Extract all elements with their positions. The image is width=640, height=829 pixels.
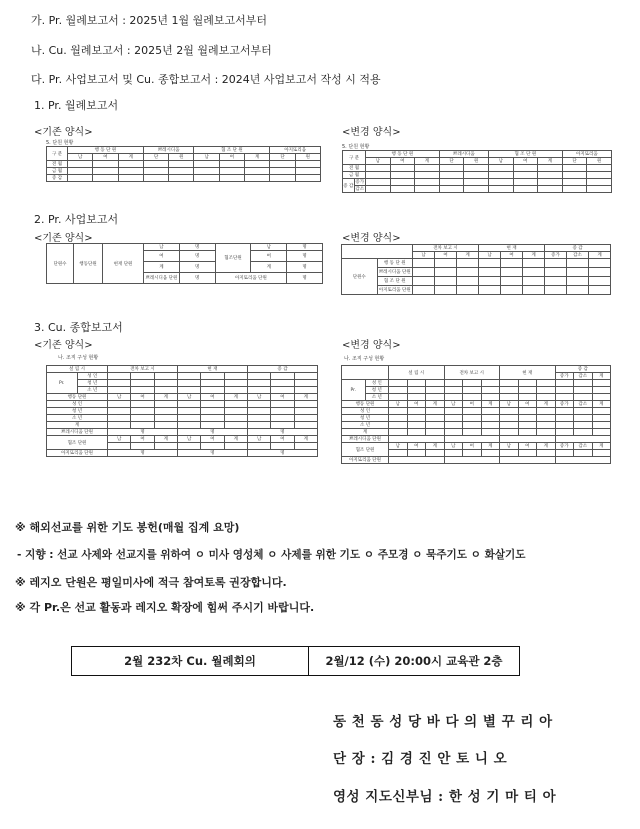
- cell: 증가: [545, 252, 567, 259]
- cell: 계: [426, 443, 445, 450]
- cell: 구 분: [47, 147, 68, 161]
- cell: 계: [592, 373, 611, 380]
- note-intention: - 지향 : 선교 사제와 선교지를 위하여 ㅇ 미사 영성체 ㅇ 사제를 위한 기도 ㅇ 주모경 ㅇ 묵주기도 ㅇ 화살기도: [17, 549, 526, 561]
- cell: 명: [177, 450, 247, 457]
- cell: 명: [287, 262, 323, 273]
- cell: 남: [413, 252, 435, 259]
- cell: 명: [179, 251, 215, 262]
- cell: 협조 단원: [47, 436, 108, 450]
- cell: 계: [245, 154, 270, 161]
- cell: 계: [224, 436, 247, 443]
- cell: 남: [68, 154, 93, 161]
- item-ga: 가. Pr. 월례보고서 : 2025년 1월 월례보고서부터: [31, 14, 268, 27]
- cell: 계: [592, 401, 611, 408]
- item-na: 나. Cu. 월례보고서 : 2025년 2월 월례보고서부터: [31, 44, 272, 57]
- cell: 단원수: [342, 259, 378, 295]
- item-da: 다. Pr. 사업보고서 및 Cu. 종합보고서 : 2024년 사업보고서 작성 시 적용: [31, 73, 381, 86]
- cell: [342, 245, 413, 259]
- cell: 명: [177, 429, 247, 436]
- note-prayer: ※ 해외선교를 위한 기도 봉헌(매월 집계 요망): [15, 521, 240, 534]
- cell: 계: [294, 394, 317, 401]
- cell: 쁘레시디움: [439, 151, 488, 158]
- cell: 쁘레시디움 단원: [342, 436, 389, 443]
- cell: 설 립 시: [389, 366, 445, 380]
- cell: 계: [481, 443, 500, 450]
- cell: 감소: [574, 443, 593, 450]
- cell: 여: [201, 436, 224, 443]
- cell: 여: [435, 252, 457, 259]
- cell: 현재 단원: [103, 244, 144, 284]
- cell: 금 월: [343, 172, 366, 179]
- cell: 남: [177, 394, 200, 401]
- cell: 쁘레시디움 단원: [377, 268, 413, 277]
- cell: 여: [463, 443, 482, 450]
- cell: 남: [366, 158, 391, 165]
- cell: 여: [271, 436, 294, 443]
- cell: 계: [426, 401, 445, 408]
- signature-org: 동 천 동 성 당 바 다 의 별 꾸 리 아: [333, 714, 553, 730]
- cell: 증가: [555, 373, 574, 380]
- cell: 원: [587, 158, 612, 165]
- cell: 증 감: [545, 245, 611, 252]
- cell: 여: [93, 154, 118, 161]
- cell: 명: [287, 273, 323, 284]
- cell: 계: [415, 158, 440, 165]
- cell: 명: [179, 273, 215, 284]
- cell: 남: [444, 401, 463, 408]
- cell: 계: [144, 262, 180, 273]
- cell: 행 동 단 원: [68, 147, 144, 154]
- cell: 남: [479, 252, 501, 259]
- cell: 남: [247, 394, 270, 401]
- cell: 감소: [574, 373, 593, 380]
- s1-new-table: [342, 150, 612, 193]
- cell: 증가: [555, 443, 574, 450]
- cell: 남: [108, 394, 131, 401]
- cell: 청 년: [77, 380, 108, 387]
- cell: 성 인: [342, 408, 389, 415]
- cell: 감소: [567, 252, 589, 259]
- cell: 현 재: [479, 245, 545, 252]
- cell: 남: [247, 436, 270, 443]
- cell: 여: [131, 394, 154, 401]
- cell: 행동 단원: [342, 401, 389, 408]
- section-2-new-label: <변경 양식>: [342, 233, 401, 244]
- cell: 증가: [355, 180, 365, 185]
- note-mass: ※ 레지오 단원은 평일미사에 적극 참여토록 권장합니다.: [15, 576, 287, 589]
- section-2-old-label: <기존 양식>: [34, 233, 93, 244]
- cell: 증가: [555, 401, 574, 408]
- cell: 단원수: [47, 244, 74, 284]
- cell: 계: [294, 436, 317, 443]
- cell: 계: [118, 154, 143, 161]
- cell: 행동 단원: [47, 394, 108, 401]
- section-3-new-label: <변경 양식>: [342, 340, 401, 351]
- signature-priest: 영성 지도신부님 : 한 성 기 마 티 아: [333, 789, 557, 805]
- cell: 쁘레시디움: [143, 147, 194, 154]
- section-2-title: 2. Pr. 사업보고서: [34, 213, 119, 226]
- cell: Pr.: [342, 380, 366, 401]
- cell: 청 년: [365, 387, 389, 394]
- cell: 행동단원: [74, 244, 103, 284]
- cell: 전 월: [47, 161, 68, 168]
- cell: 계: [589, 252, 611, 259]
- cell: 계: [251, 262, 287, 273]
- cell: 전차 보고 시: [444, 366, 500, 380]
- meeting-datetime: 2월/12 (수) 20:00시 교육관 2층: [325, 654, 503, 668]
- cell: 현 재: [177, 366, 247, 373]
- s3-old-caption: 나. 조직 구성 현황: [58, 355, 99, 361]
- cell: 여: [407, 401, 426, 408]
- cell: 명: [108, 429, 178, 436]
- cell: 계: [537, 401, 556, 408]
- cell: 증 감: [555, 366, 611, 373]
- cell: 협 조 단 원: [377, 277, 413, 286]
- cell: 전차 보고 시: [413, 245, 479, 252]
- cell: 아지또리움: [270, 147, 321, 154]
- cell: 원: [295, 154, 320, 161]
- cell: 청 년: [47, 408, 108, 415]
- section-1-new-label: <변경 양식>: [342, 127, 401, 138]
- cell: 여: [518, 443, 537, 450]
- cell: 남: [389, 401, 408, 408]
- cell: 명: [247, 429, 317, 436]
- cell: 아지또리움 단원: [342, 457, 389, 464]
- cell: 설 립 시: [47, 366, 108, 373]
- section-1-title: 1. Pr. 월례보고서: [34, 99, 119, 112]
- s1-old-caption: 5. 단원 현황: [46, 140, 74, 146]
- s2-new-table: [341, 244, 611, 295]
- cell: 여: [271, 394, 294, 401]
- cell: 남: [444, 443, 463, 450]
- cell: 계: [154, 436, 177, 443]
- cell: 성 인: [77, 373, 108, 380]
- section-3-title: 3. Cu. 종합보고서: [34, 321, 123, 334]
- cell: 협 조 단 원: [194, 147, 270, 154]
- cell: 계: [224, 394, 247, 401]
- cell: 남: [194, 154, 219, 161]
- cell: 명: [287, 251, 323, 262]
- cell: 남: [177, 436, 200, 443]
- cell: 남: [488, 158, 513, 165]
- s3-old-table: [46, 365, 318, 457]
- cell: 행 동 단 원: [377, 259, 413, 268]
- cell: 단: [562, 158, 587, 165]
- note-mission: ※ 각 Pr.은 선교 활동과 레지오 확장에 힘써 주시기 바랍니다.: [15, 601, 315, 614]
- cell: 단: [439, 158, 464, 165]
- cell: 여: [501, 252, 523, 259]
- cell: 계: [537, 443, 556, 450]
- cell: 여: [407, 443, 426, 450]
- cell: 원: [169, 154, 194, 161]
- cell: 증 감: [47, 175, 68, 182]
- cell: 소 년: [77, 387, 108, 394]
- cell: 계: [538, 158, 563, 165]
- s3-new-caption: 나. 조직 구성 현황: [344, 356, 385, 362]
- cell: [342, 366, 389, 380]
- cell: 전 월: [343, 165, 366, 172]
- cell: 명: [108, 450, 178, 457]
- cell: 명: [247, 450, 317, 457]
- cell: 여: [131, 436, 154, 443]
- cell: 협조단원: [215, 244, 251, 273]
- cell: 아지또리움: [562, 151, 611, 158]
- cell: 남: [500, 401, 519, 408]
- meeting-title: 2월 232차 Cu. 월례회의: [72, 647, 309, 675]
- cell: 쁘레시디움 단원: [144, 273, 180, 284]
- s2-old-table: [46, 243, 323, 284]
- s1-old-table: [46, 146, 321, 182]
- cell: 남: [144, 244, 180, 251]
- cell: 청 년: [342, 415, 389, 422]
- cell: 구 분: [343, 151, 366, 165]
- cell: 계: [154, 394, 177, 401]
- cell: 현 재: [500, 366, 556, 380]
- cell: 단: [143, 154, 168, 161]
- cell: 여: [463, 401, 482, 408]
- cell: 증 감: [247, 366, 317, 373]
- cell: 아지또리움 단원: [377, 286, 413, 295]
- cell: 남: [108, 436, 131, 443]
- cell: 남: [500, 443, 519, 450]
- cell: 계: [523, 252, 545, 259]
- cell: 금 월: [47, 168, 68, 175]
- cell: 계: [592, 443, 611, 450]
- cell: 소 년: [47, 415, 108, 422]
- s1-new-caption: 5. 단원 현황: [342, 144, 370, 150]
- cell: 명: [179, 262, 215, 273]
- signature-leader: 단 장 : 김 경 진 안 토 니 오: [333, 751, 508, 767]
- meeting-box: [71, 646, 520, 676]
- cell: 명: [287, 244, 323, 251]
- section-3-old-label: <기존 양식>: [34, 340, 93, 351]
- cell: Pr.: [47, 373, 78, 394]
- s3-new-table: [341, 365, 611, 464]
- cell: 여: [201, 394, 224, 401]
- cell: 협조 단원: [342, 443, 389, 457]
- cell: 여: [518, 401, 537, 408]
- cell: 감소: [355, 187, 365, 192]
- cell: 행 동 단 원: [366, 151, 440, 158]
- cell: 쁘레시디움 단원: [47, 429, 108, 436]
- cell: 여: [144, 251, 180, 262]
- cell: 남: [251, 244, 287, 251]
- cell: 계: [481, 401, 500, 408]
- cell: 전차 보고 시: [108, 366, 178, 373]
- cell: 성 인: [47, 401, 108, 408]
- cell: 여: [390, 158, 415, 165]
- cell: 계: [342, 429, 389, 436]
- cell: 계: [457, 252, 479, 259]
- cell: 여: [513, 158, 538, 165]
- cell: 증 감: [343, 179, 355, 193]
- cell: 여: [219, 154, 244, 161]
- cell: 남: [389, 443, 408, 450]
- cell: 여: [251, 251, 287, 262]
- cell: 소 년: [342, 422, 389, 429]
- cell: 협 조 단 원: [488, 151, 562, 158]
- cell: 명: [179, 244, 215, 251]
- cell: 단: [270, 154, 295, 161]
- cell: 계: [47, 422, 108, 429]
- cell: 소 년: [365, 394, 389, 401]
- cell: 아지또리움 단원: [47, 450, 108, 457]
- cell: 성 인: [365, 380, 389, 387]
- cell: 감소: [574, 401, 593, 408]
- cell: 아지또리움 단원: [215, 273, 287, 284]
- section-1-old-label: <기존 양식>: [34, 127, 93, 138]
- cell: 원: [464, 158, 489, 165]
